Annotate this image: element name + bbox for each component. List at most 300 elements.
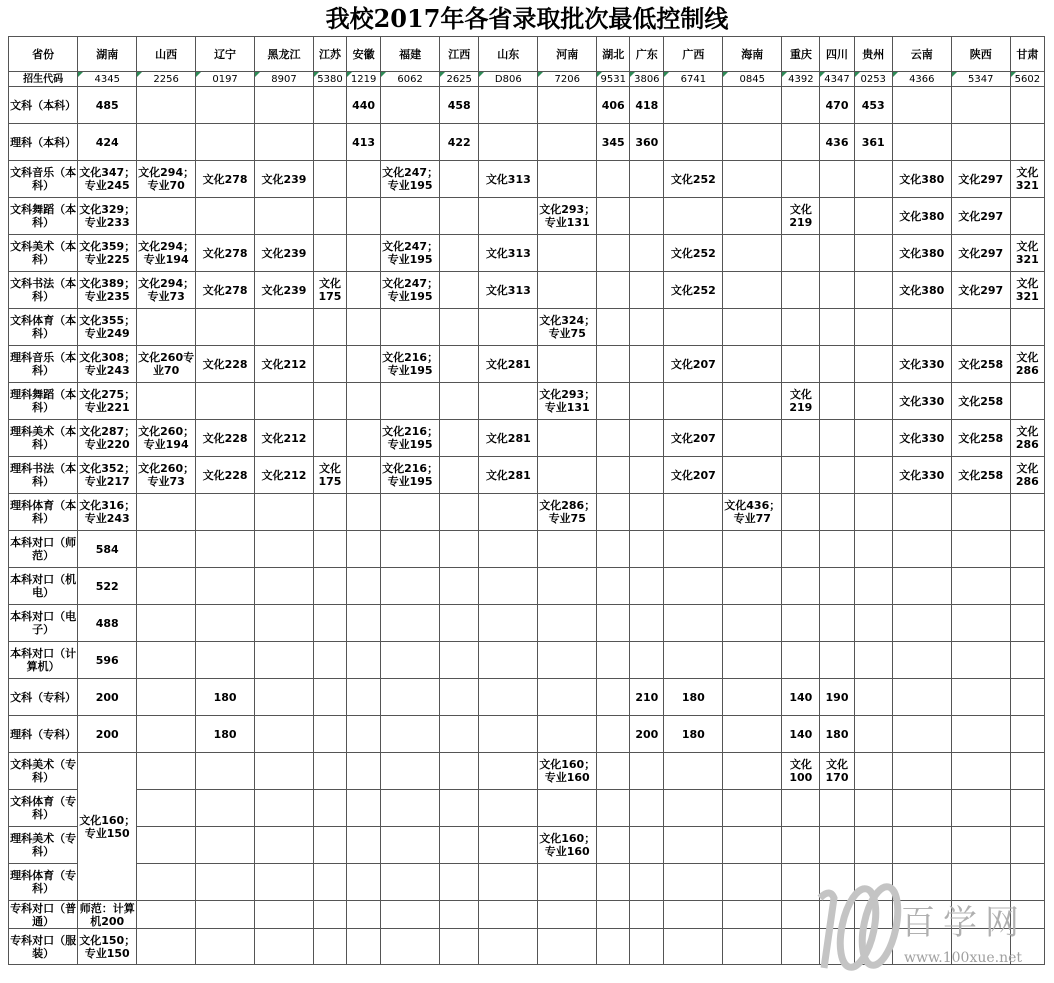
table-cell: 云南 [892,37,951,72]
table-cell [820,235,854,272]
table-cell [723,420,782,457]
table-cell [630,346,664,383]
table-cell: 文化216；专业195 [381,457,440,494]
table-cell: 文化286 [1010,346,1044,383]
table-cell [854,929,892,965]
table-cell [313,827,346,864]
table-cell [255,929,314,965]
table-cell: 200 [630,716,664,753]
table-row [9,901,1045,929]
table-cell: 453 [854,87,892,124]
table-cell: 6062 [381,72,440,87]
table-cell [892,827,951,864]
table-cell [313,568,346,605]
table-cell [440,272,479,309]
table-cell: 文化330 [892,420,951,457]
table-cell [1010,827,1044,864]
table-cell: 文化212 [255,420,314,457]
table-cell: 文化247；专业195 [381,235,440,272]
table-cell: 文化293；专业131 [538,383,597,420]
table-cell [951,642,1010,679]
table-cell [137,605,196,642]
table-cell: 陕西 [951,37,1010,72]
table-cell [538,124,597,161]
table-cell [137,827,196,864]
table-cell: 文化239 [255,235,314,272]
table-cell [630,901,664,929]
table-cell [854,605,892,642]
table-cell [538,716,597,753]
table-cell [597,679,630,716]
table-cell [313,383,346,420]
table-cell [630,531,664,568]
row-header-cell: 文科（专科） [9,679,78,716]
table-cell [479,679,538,716]
table-cell [196,124,255,161]
table-cell [440,716,479,753]
table-cell [820,929,854,965]
table-cell [597,753,630,790]
table-cell: 贵州 [854,37,892,72]
table-cell: 山西 [137,37,196,72]
table-cell [313,864,346,901]
table-cell [137,309,196,346]
table-cell: 406 [597,87,630,124]
table-cell [137,929,196,965]
row-header-cell: 本科对口（计算机） [9,642,78,679]
table-cell: 海南 [723,37,782,72]
table-cell [1010,605,1044,642]
table-cell: 文化247；专业195 [381,161,440,198]
row-header-cell: 文科舞蹈（本科） [9,198,78,235]
table-cell: 文化389；专业235 [78,272,137,309]
table-cell [1010,531,1044,568]
table-cell [597,790,630,827]
table-cell [951,790,1010,827]
table-cell: 福建 [381,37,440,72]
table-cell [381,531,440,568]
table-cell [137,642,196,679]
table-cell [479,753,538,790]
table-cell [381,568,440,605]
table-cell: 文化287；专业220 [78,420,137,457]
table-row [9,827,1045,864]
table-cell [255,864,314,901]
row-header-cell: 理科美术（本科） [9,420,78,457]
table-cell [854,494,892,531]
table-cell [630,605,664,642]
table-cell: 文化293；专业131 [538,198,597,235]
table-cell [1010,383,1044,420]
table-cell [381,383,440,420]
table-cell [381,124,440,161]
table-cell [313,642,346,679]
table-cell [347,235,381,272]
table-cell [347,642,381,679]
table-cell: 文化324；专业75 [538,309,597,346]
table-cell [723,753,782,790]
table-cell [479,864,538,901]
table-cell [538,929,597,965]
table-cell [1010,309,1044,346]
table-cell [597,494,630,531]
table-cell [1010,494,1044,531]
table-cell [597,568,630,605]
table-cell [597,235,630,272]
table-cell: 360 [630,124,664,161]
table-cell [196,827,255,864]
table-cell: 文化207 [664,420,723,457]
table-cell [1010,87,1044,124]
table-row [9,716,1045,753]
table-cell [381,753,440,790]
table-cell [255,531,314,568]
table-cell [597,346,630,383]
table-cell [479,494,538,531]
table-cell [137,753,196,790]
table-cell [347,272,381,309]
row-header-cell: 文科体育（本科） [9,309,78,346]
table-cell: 文化207 [664,346,723,383]
table-cell [137,864,196,901]
table-cell [313,235,346,272]
table-cell: 8907 [255,72,314,87]
row-header-cell: 文科（本科） [9,87,78,124]
table-cell [820,161,854,198]
table-cell [479,929,538,965]
table-cell [854,901,892,929]
table-row [9,753,1045,790]
table-cell [854,679,892,716]
table-cell [1010,716,1044,753]
table-cell: 文化294；专业70 [137,161,196,198]
table-cell [1010,124,1044,161]
table-cell [782,642,820,679]
table-cell [892,753,951,790]
table-cell [782,494,820,531]
table-cell: 文化260专业70 [137,346,196,383]
table-cell [723,716,782,753]
table-cell: 4345 [78,72,137,87]
row-header-cell: 专科对口（普通） [10,901,77,928]
table-cell [313,198,346,235]
table-cell: 190 [820,679,854,716]
table-cell [137,568,196,605]
row-header-cell: 文科音乐（本科） [9,161,78,198]
table-cell: D806 [479,72,538,87]
table-cell: 山东 [479,37,538,72]
table-cell [854,790,892,827]
table-cell [951,87,1010,124]
table-cell: 文化321 [1010,161,1044,198]
table-cell [664,901,723,929]
table-code-row [9,72,1045,87]
table-cell [479,790,538,827]
table-cell [782,605,820,642]
table-cell [347,901,381,929]
admission-table [8,36,1045,965]
table-cell [854,753,892,790]
table-cell [892,568,951,605]
table-cell [782,790,820,827]
table-cell: 文化239 [255,272,314,309]
table-cell [313,309,346,346]
table-cell [137,531,196,568]
table-cell [597,827,630,864]
table-cell [597,864,630,901]
table-cell: 文化207 [664,457,723,494]
table-cell [664,531,723,568]
table-cell: 文化278 [196,235,255,272]
table-cell [479,198,538,235]
table-cell [597,309,630,346]
table-cell [347,679,381,716]
table-cell [381,605,440,642]
table-cell [255,568,314,605]
table-cell [381,864,440,901]
table-cell [347,457,381,494]
table-cell [664,929,723,965]
table-cell [630,272,664,309]
table-cell [440,753,479,790]
table-cell: 180 [196,679,255,716]
table-cell [347,827,381,864]
table-cell [440,568,479,605]
row-header-cell: 理科体育（本科） [9,494,78,531]
table-cell [313,790,346,827]
table-cell: 文化329；专业233 [78,198,137,235]
table-cell [630,827,664,864]
table-cell [597,457,630,494]
table-cell: 文化313 [479,272,538,309]
table-cell: 河南 [538,37,597,72]
table-cell [255,901,314,929]
table-cell: 文化352；专业217 [78,457,137,494]
table-cell [440,864,479,901]
table-row [9,790,1045,827]
row-header-cell: 理科音乐（本科） [9,346,78,383]
table-cell [479,642,538,679]
table-cell: 485 [78,87,137,124]
table-cell [892,642,951,679]
table-cell [597,383,630,420]
table-cell [479,716,538,753]
table-cell: 文化252 [664,235,723,272]
table-row [9,679,1045,716]
table-cell: 甘肃 [1010,37,1044,72]
table-cell: 重庆 [782,37,820,72]
table-cell [196,383,255,420]
table-cell [723,568,782,605]
table-cell [782,901,820,929]
table-cell [723,198,782,235]
table-cell [664,790,723,827]
table-cell [597,929,630,965]
table-cell [538,457,597,494]
table-cell [820,457,854,494]
table-cell [347,929,381,965]
table-cell [782,457,820,494]
table-cell [479,568,538,605]
watermark-text: 百学网 [901,903,1027,943]
table-cell [538,235,597,272]
table-row [9,383,1045,420]
table-cell [664,309,723,346]
table-cell [782,235,820,272]
table-cell [196,864,255,901]
table-cell [597,272,630,309]
table-cell [951,753,1010,790]
table-cell: 422 [440,124,479,161]
table-cell [820,531,854,568]
table-cell [313,124,346,161]
table-cell [137,901,196,929]
table-cell [255,679,314,716]
table-cell [196,309,255,346]
table-cell [892,679,951,716]
table-cell [255,309,314,346]
table-cell [538,420,597,457]
table-cell: 文化347；专业245 [78,161,137,198]
table-cell [313,716,346,753]
table-cell: 140 [782,679,820,716]
table-cell [196,929,255,965]
table-cell [630,383,664,420]
table-row [9,272,1045,309]
table-cell [630,929,664,965]
table-cell [381,494,440,531]
table-cell: 文化216；专业195 [381,420,440,457]
table-cell [255,124,314,161]
table-cell [347,309,381,346]
table-cell [538,679,597,716]
table-cell [723,929,782,965]
table-cell [196,790,255,827]
table-cell [854,161,892,198]
table-cell [538,864,597,901]
table-cell: 文化278 [196,272,255,309]
table-cell [440,790,479,827]
table-cell [347,494,381,531]
row-header-cell: 本科对口（师范） [9,531,78,568]
table-cell [597,605,630,642]
table-cell: 黑龙江 [255,37,314,72]
row-header-cell: 本科对口（机电） [9,568,78,605]
table-cell [723,124,782,161]
table-cell [196,901,255,929]
table-cell: 4347 [820,72,854,87]
table-row [9,309,1045,346]
table-cell [630,457,664,494]
table-cell [854,568,892,605]
table-cell: 文化294；专业194 [137,235,196,272]
table-cell [255,605,314,642]
table-cell [782,272,820,309]
table-cell [630,198,664,235]
table-row [9,494,1045,531]
table-cell [137,679,196,716]
table-cell: 文化330 [892,383,951,420]
table-cell [782,309,820,346]
table-cell [255,383,314,420]
table-cell: 文化228 [196,420,255,457]
table-cell: 7206 [538,72,597,87]
table-cell: 文化286 [1010,420,1044,457]
table-cell [538,87,597,124]
table-cell [1010,642,1044,679]
table-cell: 文化252 [664,161,723,198]
table-cell: 辽宁 [196,37,255,72]
table-cell: 文化359；专业225 [78,235,137,272]
table-cell [255,790,314,827]
table-cell [723,901,782,929]
table-cell: 江西 [440,37,479,72]
table-cell [854,457,892,494]
table-cell [538,531,597,568]
table-cell: 文化100 [782,753,820,790]
table-cell [538,161,597,198]
table-header-row [9,37,1045,72]
table-cell: 180 [820,716,854,753]
table-cell: 文化286 [1010,457,1044,494]
table-cell [854,864,892,901]
table-cell [479,124,538,161]
table-cell: 文化321 [1010,272,1044,309]
table-cell: 文化228 [196,346,255,383]
table-cell: 文化286；专业75 [538,494,597,531]
table-cell: 文化260；专业73 [137,457,196,494]
table-cell: 文化258 [951,383,1010,420]
row-header-cell: 理科舞蹈（本科） [9,383,78,420]
row-header-cell: 省份 [9,37,78,72]
table-row [9,457,1045,494]
table-cell [782,420,820,457]
table-cell: 文化175 [313,457,346,494]
table-cell [479,87,538,124]
table-cell: 四川 [820,37,854,72]
table-cell: 0253 [854,72,892,87]
table-cell: 文化313 [479,235,538,272]
table-cell: 文化216；专业195 [381,346,440,383]
table-cell [820,568,854,605]
table-cell [782,161,820,198]
table-cell: 458 [440,87,479,124]
table-cell [196,87,255,124]
table-cell [381,827,440,864]
table-cell: 470 [820,87,854,124]
table-cell [664,642,723,679]
table-cell [782,827,820,864]
table-cell [479,827,538,864]
table-cell [664,568,723,605]
table-cell [255,87,314,124]
table-cell [854,827,892,864]
table-cell: 文化297 [951,235,1010,272]
table-cell: 180 [664,679,723,716]
table-cell [440,901,479,929]
table-cell: 440 [347,87,381,124]
table-cell [820,309,854,346]
table-cell [137,383,196,420]
table-cell [538,901,597,929]
table-cell [313,929,346,965]
table-cell [664,753,723,790]
table-row [9,87,1045,124]
table-cell [597,716,630,753]
table-cell [381,790,440,827]
table-cell: 180 [664,716,723,753]
table-cell [820,642,854,679]
